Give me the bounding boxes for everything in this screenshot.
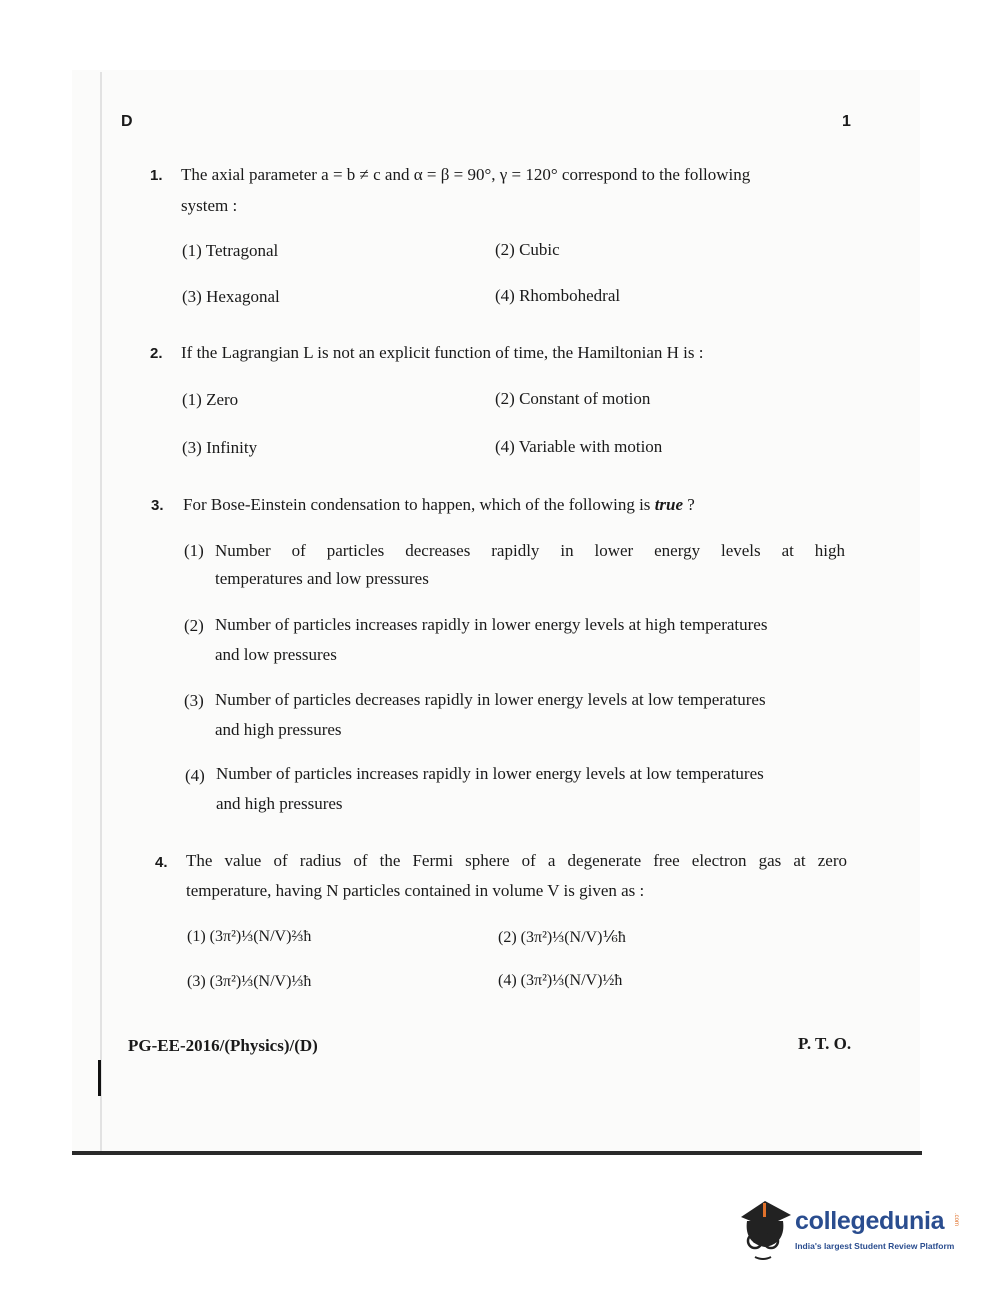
option-1: (1) (3π²)⅓(N/V)⅔ħ <box>187 928 312 945</box>
page-bottom-edge <box>72 1151 922 1155</box>
option-1: (1) Zero <box>182 390 239 409</box>
question-stem-continued: temperature, having N particles contained in volume V is given as : <box>186 881 645 900</box>
option-4: Number of particles increases rapidly in lower energy levels at low temperatures <box>216 764 764 783</box>
option-3: (3) Hexagonal <box>182 287 280 306</box>
question-number: 3. <box>151 497 164 514</box>
collegedunia-logo <box>735 1195 965 1270</box>
option-label: (3) <box>184 691 204 710</box>
option-2: Number of particles increases rapidly in lower energy levels at high temperatures <box>215 615 768 634</box>
page-left-edge <box>100 72 102 1152</box>
option-2-continued: and low pressures <box>215 645 337 664</box>
option-3: Number of particles decreases rapidly in lower energy levels at low temperatures <box>215 690 766 709</box>
mascot-icon <box>735 1195 795 1265</box>
option-1 <box>215 541 845 561</box>
question-stem-text: For Bose-Einstein condensation to happen, which of the following is <box>183 495 655 514</box>
option-label: (1) <box>184 541 204 560</box>
option-label: (4) <box>185 766 205 785</box>
set-code: D <box>121 113 133 130</box>
question-number: 4. <box>155 854 168 871</box>
option-4: (4) Rhombohedral <box>495 286 621 305</box>
option-3-continued: and high pressures <box>215 720 342 739</box>
option-3: (3) (3π²)⅓(N/V)⅓ħ <box>187 973 312 990</box>
logo-wordmark: collegedunia <box>795 1207 945 1235</box>
logo-suffix: .com <box>953 1213 959 1227</box>
question-stem-text: The value of radius of the Fermi sphere of a degenerate free electron gas at zero <box>186 851 847 870</box>
option-2: (2) Constant of motion <box>495 389 651 408</box>
question-stem <box>186 851 847 871</box>
exam-page <box>72 70 920 1155</box>
question-stem: If the Lagrangian L is not an explicit function of time, the Hamiltonian H is : <box>181 343 704 362</box>
margin-mark <box>98 1060 101 1096</box>
question-stem-emphasis: true <box>654 495 684 514</box>
question-number: 2. <box>150 345 163 362</box>
question-number: 1. <box>150 167 163 184</box>
page-number: 1 <box>842 113 851 130</box>
option-text: Number of particles decreases rapidly in lower energy levels at high <box>215 541 845 560</box>
option-1: (1) Tetragonal <box>182 241 279 260</box>
question-stem: The axial parameter a = b ≠ c and α = β = 90°, γ = 120° correspond to the following <box>181 165 751 184</box>
option-4: (4) Variable with motion <box>495 437 663 456</box>
option-2: (2) (3π²)⅓(N/V)⅙ħ <box>498 929 626 946</box>
option-4: (4) (3π²)⅓(N/V)½ħ <box>498 972 623 989</box>
option-4-continued: and high pressures <box>216 794 343 813</box>
option-3: (3) Infinity <box>182 438 258 457</box>
paper-code: PG-EE-2016/(Physics)/(D) <box>128 1036 318 1055</box>
option-1-continued: temperatures and low pressures <box>215 569 429 588</box>
option-2: (2) Cubic <box>495 240 560 259</box>
pto-label: P. T. O. <box>798 1034 852 1053</box>
question-stem-continued: system : <box>181 196 238 215</box>
logo-tagline: India's largest Student Review Platform <box>795 1241 955 1251</box>
question-stem <box>183 495 695 515</box>
option-label: (2) <box>184 616 204 635</box>
question-stem-end: ? <box>683 495 695 514</box>
